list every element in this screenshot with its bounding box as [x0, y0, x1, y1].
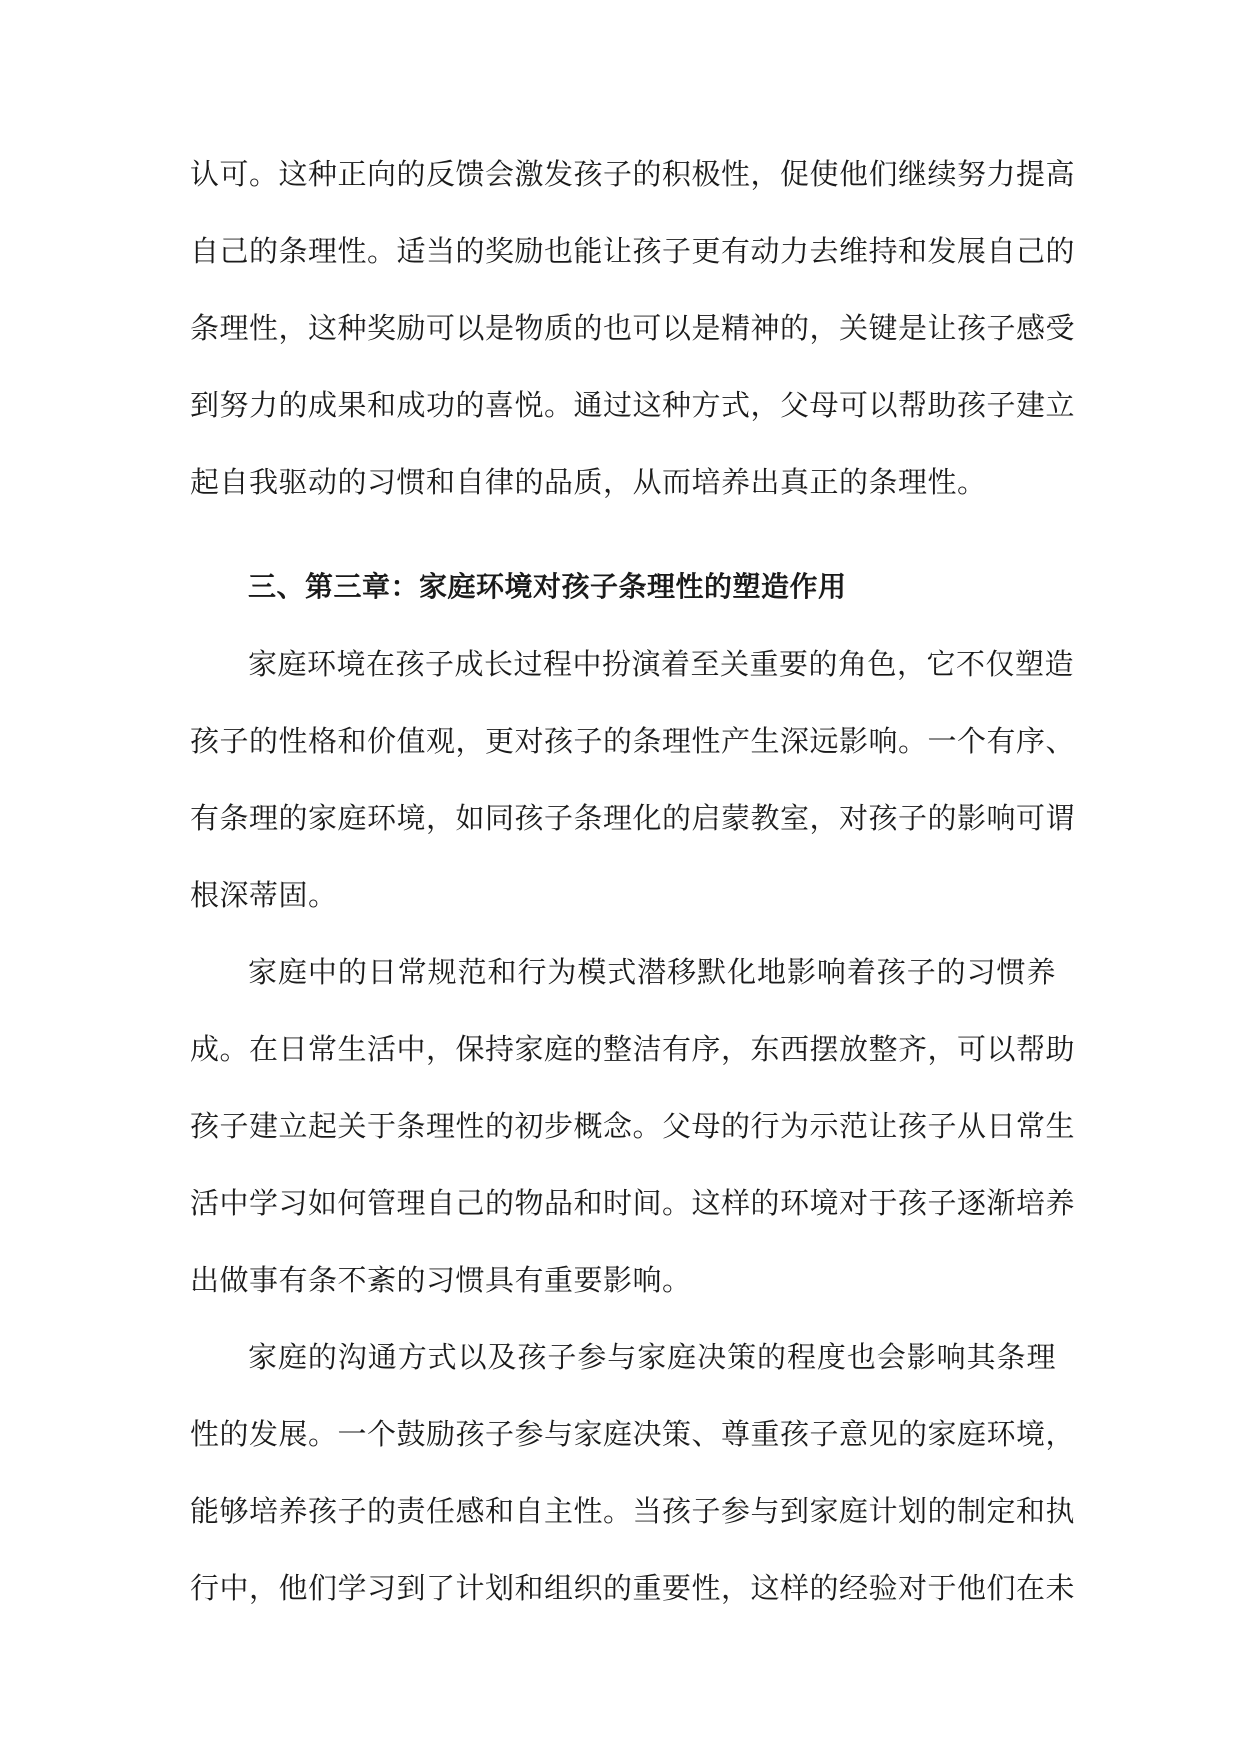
paragraph-line: 家庭的沟通方式以及孩子参与家庭决策的程度也会影响其条理 — [248, 1340, 1056, 1374]
paragraph-line: 成。在日常生活中，保持家庭的整洁有序，东西摆放整齐，可以帮助 — [190, 1032, 1076, 1066]
paragraph-line: 行中，他们学习到了计划和组织的重要性，这样的经验对于他们在未 — [190, 1571, 1076, 1605]
paragraph-line: 认可。这种正向的反馈会激发孩子的积极性，促使他们继续努力提高 — [190, 157, 1076, 191]
paragraph-line: 活中学习如何管理自己的物品和时间。这样的环境对于孩子逐渐培养 — [190, 1186, 1076, 1220]
paragraph-line: 自己的条理性。适当的奖励也能让孩子更有动力去维持和发展自己的 — [190, 234, 1076, 268]
paragraph-line: 孩子的性格和价值观，更对孩子的条理性产生深远影响。一个有序、 — [190, 724, 1076, 758]
chapter-heading: 三、第三章：家庭环境对孩子条理性的塑造作用 — [248, 570, 847, 603]
paragraph-line: 出做事有条不紊的习惯具有重要影响。 — [190, 1263, 692, 1297]
paragraph-line: 根深蒂固。 — [190, 878, 338, 912]
paragraph-line: 孩子建立起关于条理性的初步概念。父母的行为示范让孩子从日常生 — [190, 1109, 1076, 1143]
paragraph-line: 有条理的家庭环境，如同孩子条理化的启蒙教室，对孩子的影响可谓 — [190, 801, 1076, 835]
paragraph-line: 能够培养孩子的责任感和自主性。当孩子参与到家庭计划的制定和执 — [190, 1494, 1076, 1528]
paragraph-line: 条理性，这种奖励可以是物质的也可以是精神的，关键是让孩子感受 — [190, 311, 1076, 345]
paragraph-line: 性的发展。一个鼓励孩子参与家庭决策、尊重孩子意见的家庭环境， — [190, 1417, 1076, 1451]
paragraph-line: 家庭中的日常规范和行为模式潜移默化地影响着孩子的习惯养 — [248, 955, 1056, 989]
paragraph-line: 起自我驱动的习惯和自律的品质，从而培养出真正的条理性。 — [190, 465, 987, 499]
paragraph-line: 到努力的成果和成功的喜悦。通过这种方式，父母可以帮助孩子建立 — [190, 388, 1076, 422]
paragraph-line: 家庭环境在孩子成长过程中扮演着至关重要的角色，它不仅塑造 — [248, 647, 1075, 681]
